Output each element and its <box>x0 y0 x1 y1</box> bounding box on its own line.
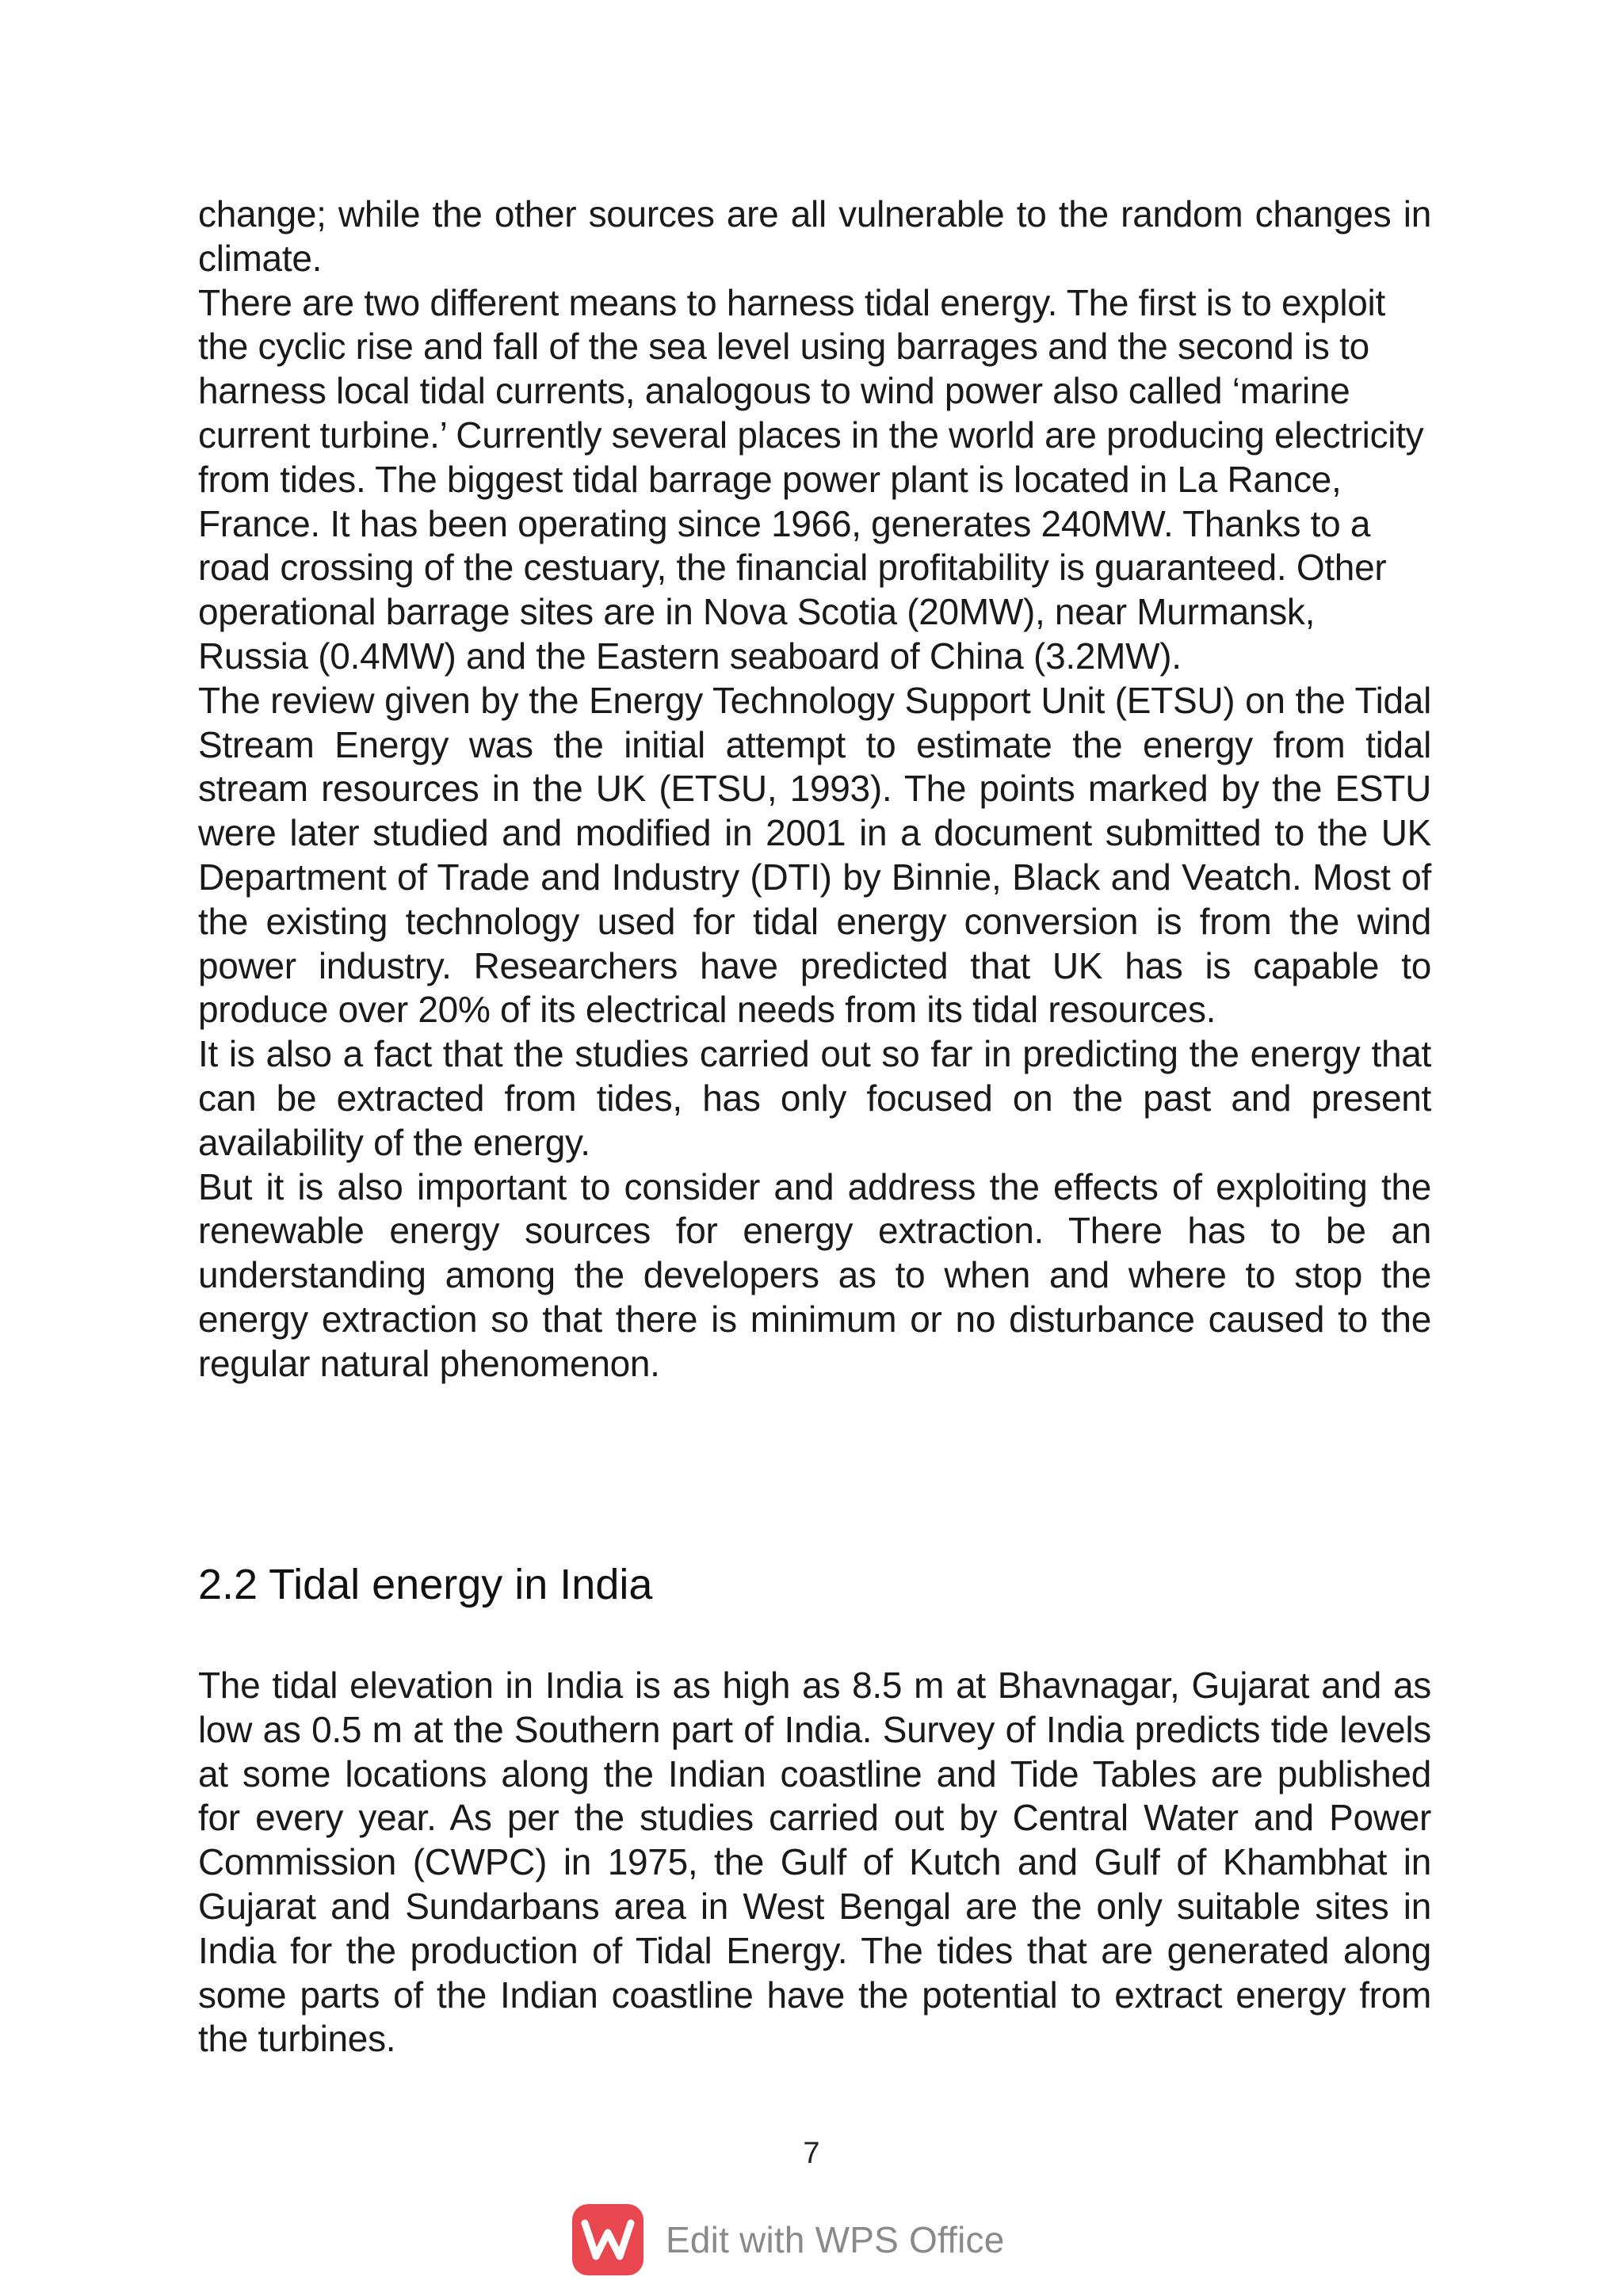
paragraph-harness-tidal-energy: There are two different means to harness tidal energy. The first is to exploit the cyclic rise and fall of the sea level using barrages and the second is to harness local tidal currents, analogous to wind power also called ‘marine current turbine.’ Currently several places in the world are producing electricity from tides. The biggest tidal barrage power plant is located in La Rance, France. It has been operating since 1966, generates 240MW. Thanks to a road crossing of the cestuary, the financial profitability is guaranteed. Other operational barrage sites are in Nova Scotia (20MW), near Murmansk, Russia (0.4MW) and the Eastern seaboard of China (3.2MW). <box>198 281 1424 677</box>
section-body <box>198 1664 1431 2061</box>
section-heading: 2.2 Tidal energy in India <box>198 1561 653 1608</box>
paragraph-etsu-review: The review given by the Energy Technology Support Unit (ETSU) on the Tidal Stream Energy was the initial attempt to estimate the energy from tidal stream resources in the UK (ETSU, 1993). The points marked by the ESTU were later studied and modified in 2001 in a document submitted to the UK Department of Trade and Industry (DTI) by Binnie, Black and Veatch. Most of the existing technology used for tidal energy conversion is from the wind power industry. Researchers have predicted that UK has is capable to produce over 20% of its electrical needs from its tidal resources. <box>198 679 1431 1031</box>
paragraph-climate: change; while the other sources are all vulnerable to the random changes in climate. <box>198 193 1431 279</box>
wps-watermark-label: Edit with WPS Office <box>666 2219 1005 2260</box>
wps-watermark[interactable] <box>572 2204 1005 2275</box>
paragraph-tidal-india: The tidal elevation in India is as high as 8.5 m at Bhavnagar, Gujarat and as low as 0.5 m at the Southern part of India. Survey of India predicts tide levels at some locations along the Indian coastline and Tide Tables are published for every year. As per the studies carried out by Central Water and Power Commission (CWPC) in 1975, the Gulf of Kutch and Gulf of Khambhat in Gujarat and Sundarbans area in West Bengal are the only suitable sites in India for the production of Tidal Energy. The tides that are generated along some parts of the Indian coastline have the potential to extract energy from the turbines. <box>198 1665 1431 2060</box>
paragraph-exploitation-effects: But it is also important to consider and address the effects of exploiting the renewable energy sources for energy extraction. There has to be an understanding among the developers as to when and where to stop the energy extraction so that there is minimum or no disturbance caused to the regular natural phenomenon. <box>198 1165 1431 1384</box>
body-text <box>198 193 1431 1386</box>
page-number: 7 <box>803 2137 820 2170</box>
wps-logo-icon <box>572 2204 643 2275</box>
paragraph-studies-fact: It is also a fact that the studies carried out so far in predicting the energy that can be extracted from tides, has only focused on the past and present availability of the energy. <box>198 1033 1431 1163</box>
